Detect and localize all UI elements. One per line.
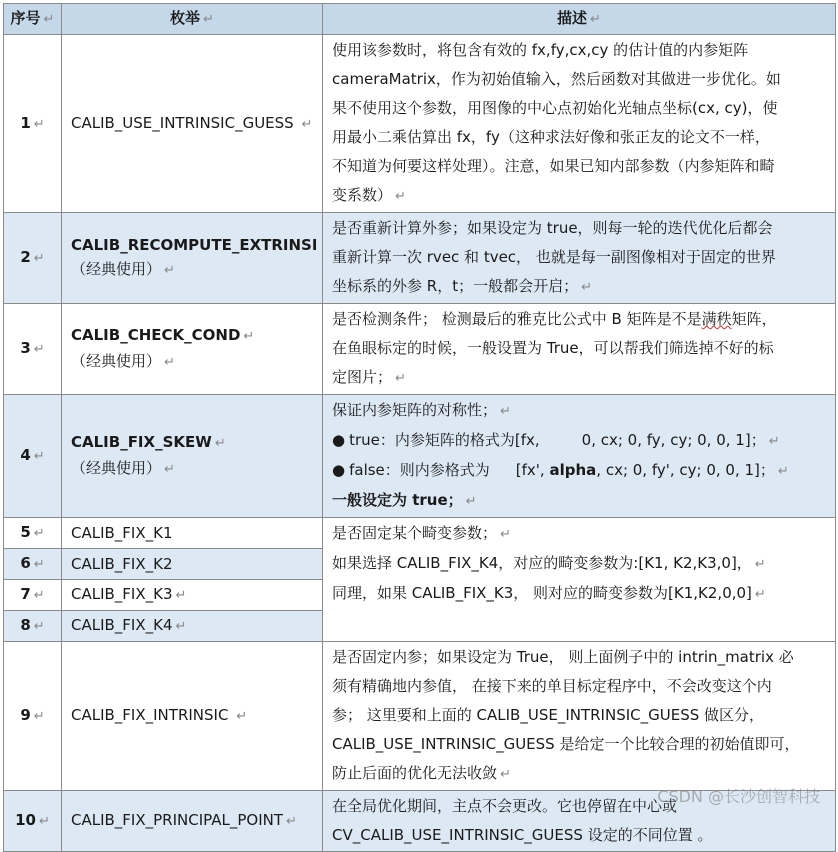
row-desc: 在全局优化期间，主点不会更改。它也停留在中心或 CV_CALIB_USE_INTRINSIC_GUESS 设定的不同位置 。 [323,791,836,852]
table-row [4,642,836,791]
bullet-false: ● false：则内参格式为 [fx', alpha, cx; 0, fy', cy; 0, 0, 1]； ↵ [332,456,829,486]
row-num: 9 ↵ [4,642,62,791]
row-desc: 是否固定内参；如果设定为 True， 则上面例子中的 intrin_matrix 必 须有精确地内参值， 在接下来的单目标定程序中，不会改变这个内 参； 这里要和上面的 CALIB_USE_INTRINSIC_GUESS 做区分， CALIB_USE_INTRINSIC_GUESS 是给定一个比较合理的初始值即可， 防止后面的优化无法收敛 ↵ [323,642,836,791]
table-row [4,518,836,549]
watermark: CSDN @长沙创智科技 [657,784,820,807]
row-num: 6 ↵ [4,549,62,580]
row-enum: CALIB_RECOMPUTE_EXTRINSIC （经典使用） ↵ [62,213,323,304]
enum-table [3,3,836,852]
row-num: 4 ↵ [4,395,62,518]
row-num: 5 ↵ [4,518,62,549]
table-row [4,213,836,304]
row-enum: CALIB_CHECK_COND ↵ （经典使用） ↵ [62,304,323,395]
header-desc: 描述 ↵ [323,4,836,35]
row-enum: CALIB_FIX_SKEW ↵ （经典使用） ↵ [62,395,323,518]
bullet-true: ● true：内参矩阵的格式为[fx, 0, cx; 0, fy, cy; 0, 0, 1]； ↵ [332,426,829,456]
row-desc: 保证内参矩阵的对称性； ↵ ● true：内参矩阵的格式为[fx, 0, cx; 0, fy, cy; 0, 0, 1]； ↵ ● false：则内参格式为 [fx', alpha, cx; 0, fy', cy; 0, 0, 1]； ↵ 一般设定为 true； ↵ [323,395,836,518]
row-desc: 使用该参数时，将包含有效的 fx,fy,cx,cy 的估计值的内参矩阵 cameraMatrix，作为初始值输入，然后函数对其做进一步优化。如 果不使用这个参数，用图像的中心点初始化光轴点坐标(cx, cy)，使 用最小二乘估算出 fx，fy（这种求法好像和张正友的论文不一样， 不知道为何要这样处理）。注意，如果已知内部参数（内参矩阵和畸 变系数） ↵ [323,35,836,213]
row-num: 8 ↵ [4,611,62,642]
row-num: 1 ↵ [4,35,62,213]
row-enum: CALIB_USE_INTRINSIC_GUESS ↵ [62,35,323,213]
table-row [4,791,836,852]
header-enum: 枚举 ↵ [62,4,323,35]
row-enum: CALIB_FIX_K3 ↵ [62,580,323,611]
bullet-icon: ● [332,431,345,449]
row-enum: CALIB_FIX_INTRINSIC ↵ [62,642,323,791]
header-num: 序号 ↵ [4,4,62,35]
row-num: 3 ↵ [4,304,62,395]
bullet-icon: ● [332,461,345,479]
row-enum: CALIB_FIX_K2 [62,549,323,580]
table-row [4,35,836,213]
row-enum: CALIB_FIX_K4 ↵ [62,611,323,642]
spellcheck-underline: 满秩 [702,310,732,328]
table-row [4,304,836,395]
table-row [4,395,836,518]
row-desc: 是否检测条件； 检测最后的雅克比公式中 B 矩阵是不是满秩矩阵， 在鱼眼标定的时候，一般设置为 True，可以帮我们筛选掉不好的标 定图片； ↵ [323,304,836,395]
row-num: 10 ↵ [4,791,62,852]
row-num: 2 ↵ [4,213,62,304]
row-num: 7 ↵ [4,580,62,611]
row-desc: 是否重新计算外参；如果设定为 true，则每一轮的迭代优化后都会 重新计算一次 rvec 和 tvec， 也就是每一副图像相对于固定的世界 坐标系的外参 R，t；一般都会开启； ↵ [323,213,836,304]
desc-line-squiggle: 是否检测条件； 检测最后的雅克比公式中 B 矩阵是不是满秩矩阵， [332,305,829,334]
row-enum: CALIB_FIX_K1 [62,518,323,549]
row-desc-group: 是否固定某个畸变参数； ↵ 如果选择 CALIB_FIX_K4，对应的畸变参数为:[K1, K2,K3,0]， ↵ 同理，如果 CALIB_FIX_K3， 则对应的畸变参数为[K1,K2,0,0] ↵ [323,518,836,642]
row-enum: CALIB_FIX_PRINCIPAL_POINT ↵ [62,791,323,852]
table-header-row [4,4,836,35]
